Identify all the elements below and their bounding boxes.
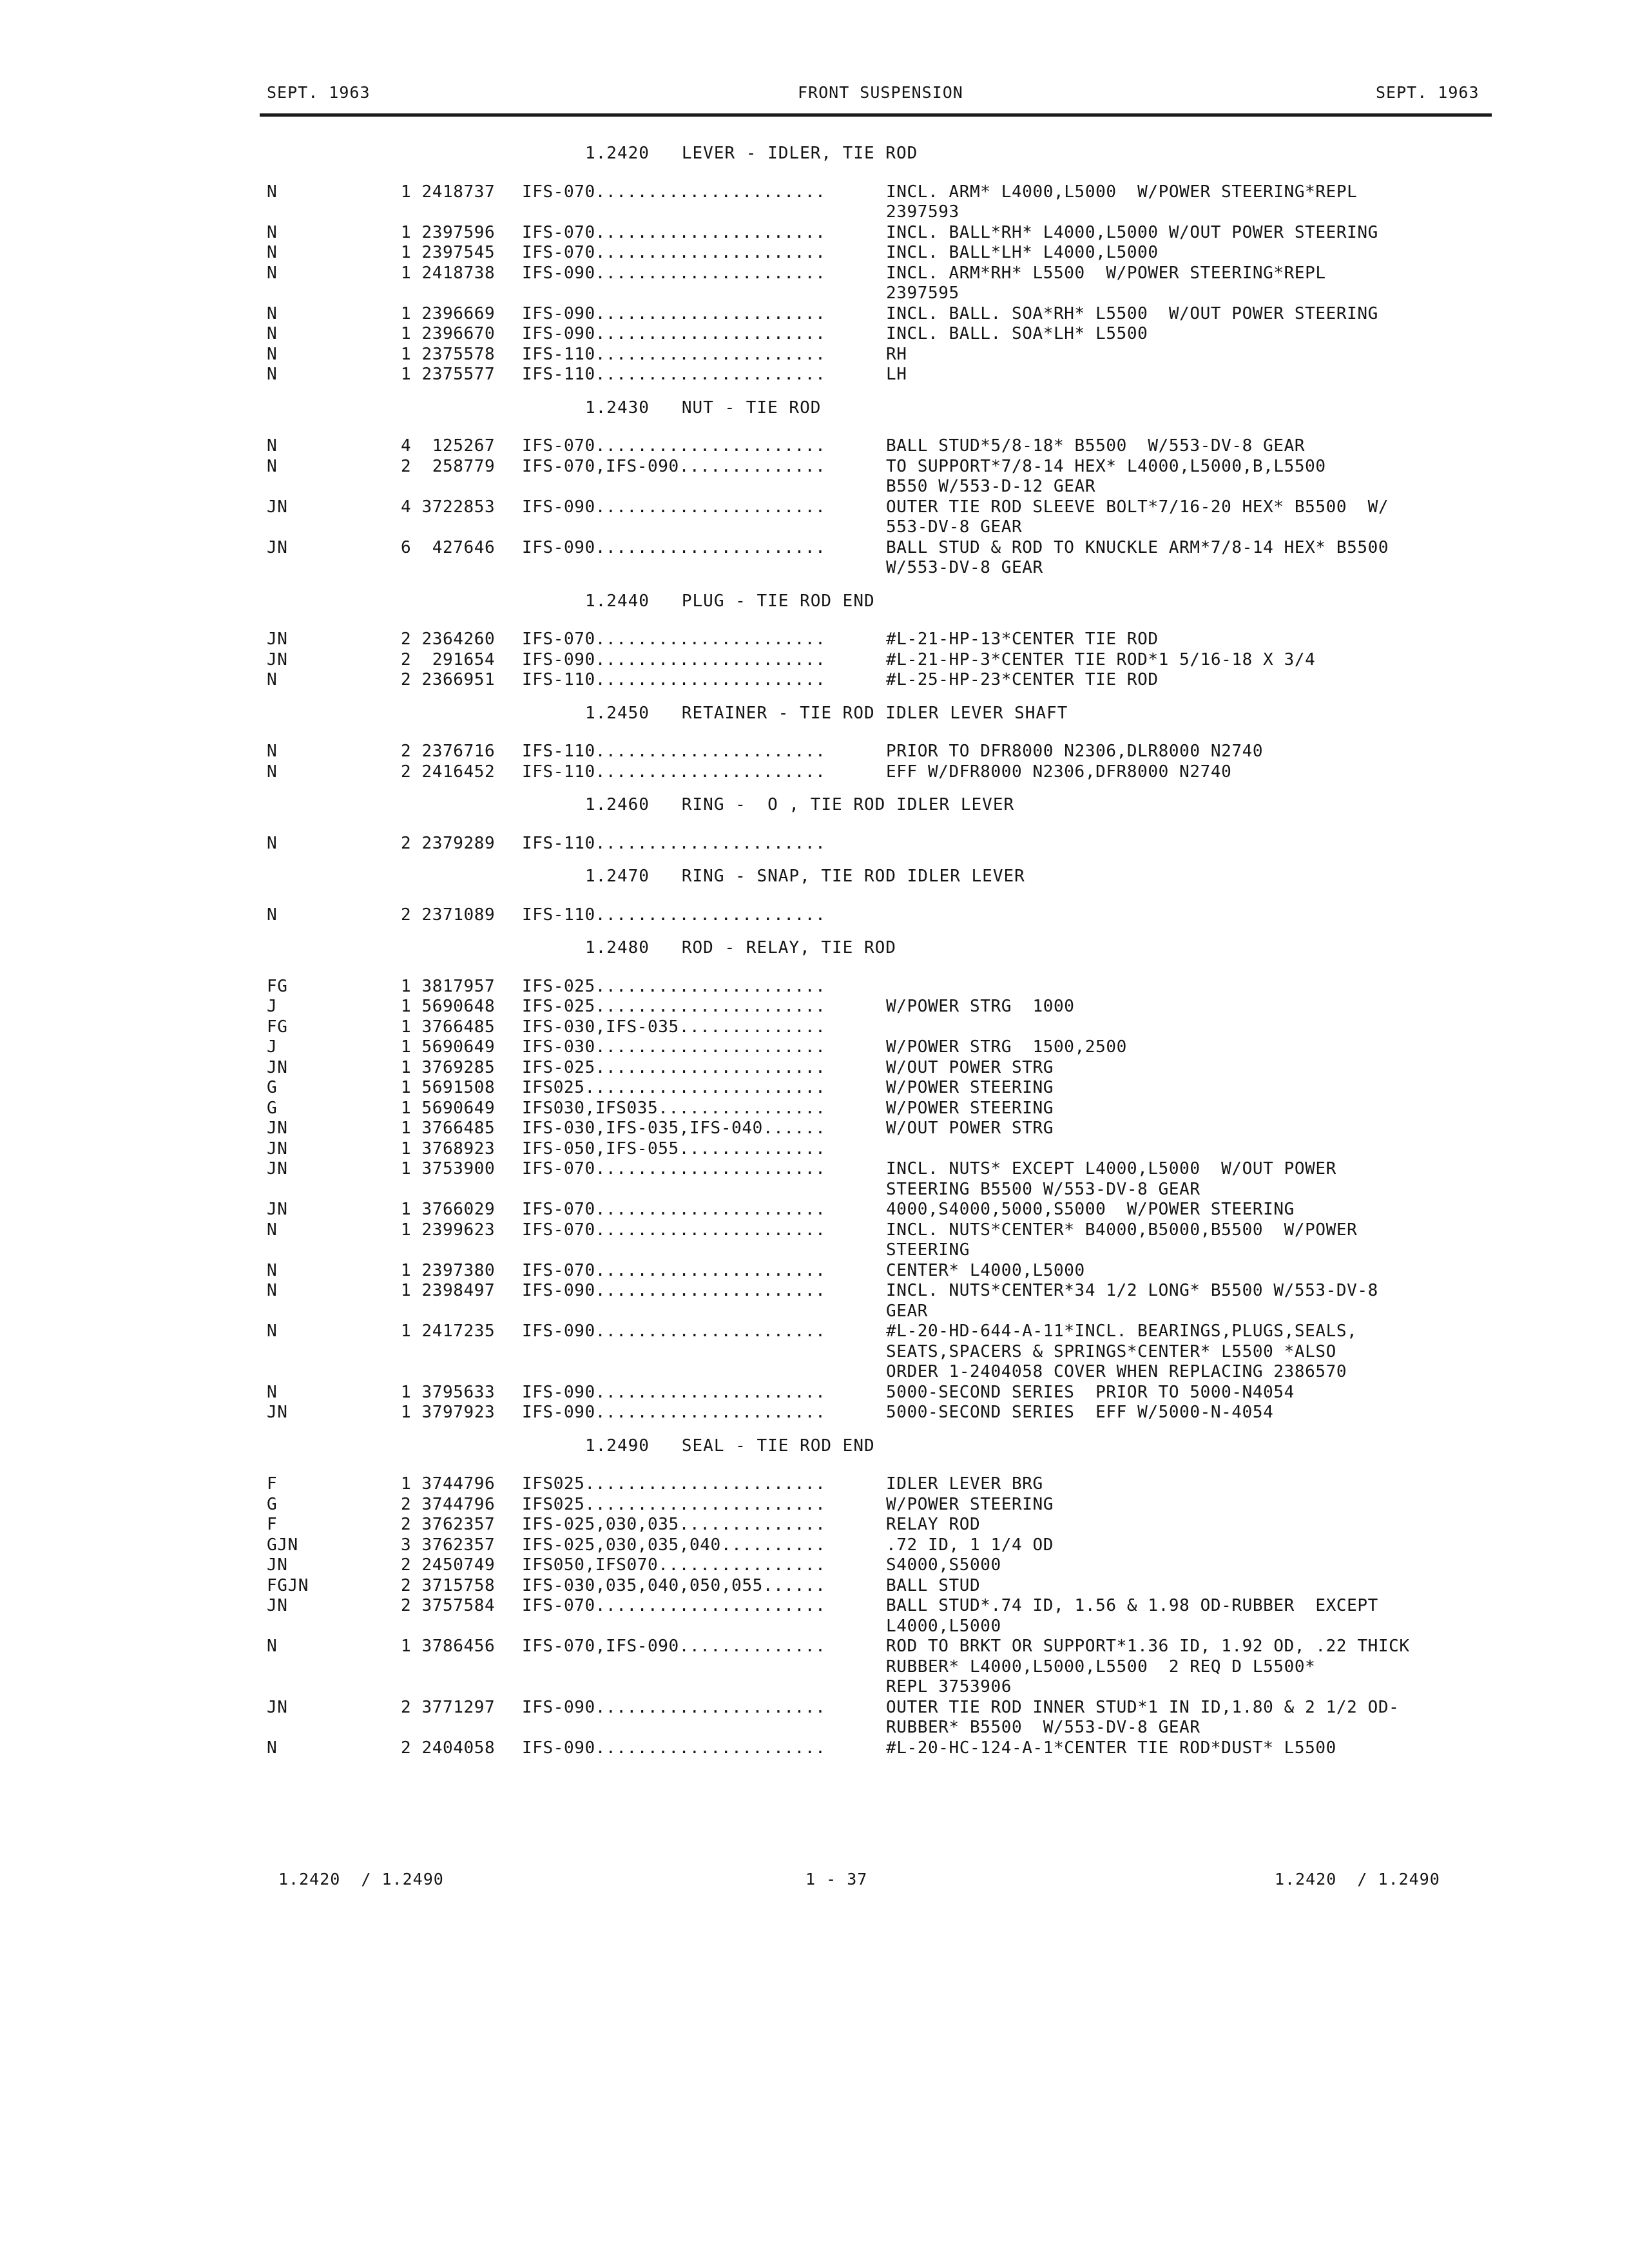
parts-row [0, 364, 1629, 385]
parts-row [0, 1474, 1629, 1494]
parts-row [0, 497, 1629, 517]
vehicle-code: JN [267, 1200, 288, 1219]
part-number: 1 2375577 [401, 365, 496, 384]
parts-row [0, 996, 1629, 1017]
parts-row [0, 436, 1629, 456]
parts-row [0, 1158, 1629, 1179]
parts-row [0, 1382, 1629, 1403]
parts-row-continuation [0, 1717, 1629, 1738]
vehicle-code: JN [267, 650, 288, 669]
part-number: 1 3786456 [401, 1637, 496, 1656]
model-reference: IFS-110...................... [522, 742, 826, 761]
model-reference: IFS-110...................... [522, 834, 826, 853]
section-title: 1.2450 RETAINER - TIE ROD IDLER LEVER SHAFT [585, 704, 1068, 723]
parts-row [0, 242, 1629, 263]
parts-row [0, 1199, 1629, 1220]
part-description: W/553-DV-8 GEAR [886, 558, 1043, 577]
vehicle-code: F [267, 1515, 278, 1534]
part-number: 1 2397380 [401, 1261, 496, 1280]
vehicle-code: F [267, 1474, 278, 1494]
vehicle-code: FGJN [267, 1576, 309, 1595]
vehicle-code: N [267, 345, 278, 364]
model-reference: IFS-090...................... [522, 650, 826, 669]
vehicle-code: N [267, 223, 278, 242]
part-number: 1 2417235 [401, 1321, 496, 1341]
parts-row [0, 323, 1629, 344]
model-reference: IFS025....................... [522, 1474, 826, 1494]
model-reference: IFS-090...................... [522, 324, 826, 343]
vehicle-code: N [267, 1637, 278, 1656]
part-description: STEERING [886, 1240, 970, 1260]
part-description: STEERING B5500 W/553-DV-8 GEAR [886, 1180, 1200, 1199]
part-number: 2 3715758 [401, 1576, 496, 1595]
parts-row [0, 629, 1629, 649]
part-number: 1 5690649 [401, 1099, 496, 1118]
part-number: 1 3795633 [401, 1383, 496, 1402]
part-number: 1 2396669 [401, 304, 496, 323]
model-reference: IFS-090...................... [522, 1281, 826, 1300]
page-number: 1 - 37 [805, 1870, 868, 1888]
model-reference: IFS-030,IFS-035,IFS-040...... [522, 1119, 826, 1138]
parts-row [0, 1037, 1629, 1057]
part-description: ROD TO BRKT OR SUPPORT*1.36 ID, 1.92 OD, .22 THICK [886, 1637, 1410, 1656]
part-number: 6 427646 [401, 538, 496, 557]
part-description: INCL. BALL. SOA*RH* L5500 W/OUT POWER STEERING [886, 304, 1378, 323]
part-number: 1 3766485 [401, 1017, 496, 1037]
vehicle-code: N [267, 457, 278, 476]
parts-row-continuation [0, 476, 1629, 497]
model-reference: IFS030,IFS035................ [522, 1099, 826, 1118]
parts-row [0, 1057, 1629, 1078]
vehicle-code: N [267, 905, 278, 925]
part-description: INCL. BALL*RH* L4000,L5000 W/OUT POWER STEERING [886, 223, 1378, 242]
model-reference: IFS-090...................... [522, 1321, 826, 1341]
vehicle-code: N [267, 1383, 278, 1402]
section-title: 1.2420 LEVER - IDLER, TIE ROD [585, 144, 918, 163]
part-description: IDLER LEVER BRG [886, 1474, 1043, 1494]
part-number: 1 3768923 [401, 1139, 496, 1158]
vehicle-code: FG [267, 1017, 288, 1037]
parts-row [0, 1555, 1629, 1575]
model-reference: IFS-070...................... [522, 1220, 826, 1240]
part-description: 553-DV-8 GEAR [886, 517, 1023, 537]
part-number: 1 3766485 [401, 1119, 496, 1138]
model-reference: IFS025....................... [522, 1495, 826, 1514]
section-title: 1.2490 SEAL - TIE ROD END [585, 1436, 875, 1456]
model-reference: IFS-110...................... [522, 345, 826, 364]
header-rule [260, 113, 1492, 117]
part-number: 1 2399623 [401, 1220, 496, 1240]
parts-row-continuation [0, 1341, 1629, 1362]
vehicle-code: J [267, 1037, 278, 1057]
part-number: 4 125267 [401, 436, 496, 456]
part-description: CENTER* L4000,L5000 [886, 1261, 1085, 1280]
part-description: INCL. BALL*LH* L4000,L5000 [886, 243, 1159, 262]
model-reference: IFS-090...................... [522, 1403, 826, 1422]
part-number: 2 2379289 [401, 834, 496, 853]
parts-row [0, 1260, 1629, 1281]
part-description: BALL STUD*.74 ID, 1.56 & 1.98 OD-RUBBER EXCEPT [886, 1596, 1378, 1615]
part-number: 2 291654 [401, 650, 496, 669]
model-reference: IFS-070...................... [522, 1596, 826, 1615]
footer-right-range: 1.2420 / 1.2490 [1275, 1870, 1440, 1888]
model-reference: IFS-070...................... [522, 223, 826, 242]
parts-row [0, 1595, 1629, 1616]
parts-row [0, 1118, 1629, 1139]
model-reference: IFS-030...................... [522, 1037, 826, 1057]
vehicle-code: G [267, 1495, 278, 1514]
model-reference: IFS-050,IFS-055.............. [522, 1139, 826, 1158]
parts-row [0, 1220, 1629, 1240]
vehicle-code: N [267, 324, 278, 343]
vehicle-code: N [267, 436, 278, 456]
parts-row [0, 976, 1629, 997]
model-reference: IFS-110...................... [522, 670, 826, 689]
model-reference: IFS-025...................... [522, 977, 826, 996]
part-number: 3 3762357 [401, 1535, 496, 1555]
header-left-date: SEPT. 1963 [267, 83, 371, 102]
section-title: 1.2480 ROD - RELAY, TIE ROD [585, 938, 896, 957]
part-number: 1 3744796 [401, 1474, 496, 1494]
model-reference: IFS-110...................... [522, 365, 826, 384]
part-description: INCL. NUTS*CENTER* B4000,B5000,B5500 W/POWER [886, 1220, 1358, 1240]
parts-row [0, 537, 1629, 558]
header-title: FRONT SUSPENSION [798, 83, 963, 102]
parts-row [0, 649, 1629, 670]
part-number: 2 2371089 [401, 905, 496, 925]
section-title: 1.2460 RING - O , TIE ROD IDLER LEVER [585, 795, 1015, 814]
model-reference: IFS-110...................... [522, 905, 826, 925]
part-description: GEAR [886, 1302, 929, 1321]
model-reference: IFS-090...................... [522, 497, 826, 517]
footer-left-range: 1.2420 / 1.2490 [278, 1870, 444, 1888]
part-number: 2 2366951 [401, 670, 496, 689]
part-description: TO SUPPORT*7/8-14 HEX* L4000,L5000,B,L5500 [886, 457, 1326, 476]
part-description: INCL. NUTS*CENTER*34 1/2 LONG* B5500 W/553-DV-8 [886, 1281, 1378, 1300]
parts-row [0, 669, 1629, 690]
parts-row-continuation [0, 517, 1629, 537]
part-number: 2 2450749 [401, 1555, 496, 1575]
part-number: 1 2396670 [401, 324, 496, 343]
parts-row-continuation [0, 202, 1629, 222]
vehicle-code: N [267, 182, 278, 202]
part-description: #L-20-HC-124-A-1*CENTER TIE ROD*DUST* L5500 [886, 1738, 1336, 1758]
part-number: 1 3797923 [401, 1403, 496, 1422]
model-reference: IFS-110...................... [522, 762, 826, 782]
part-number: 1 2418738 [401, 264, 496, 283]
part-description: W/POWER STEERING [886, 1495, 1054, 1514]
vehicle-code: G [267, 1099, 278, 1118]
model-reference: IFS-070...................... [522, 1261, 826, 1280]
vehicle-code: N [267, 365, 278, 384]
part-number: 1 2418737 [401, 182, 496, 202]
part-number: 1 2398497 [401, 1281, 496, 1300]
model-reference: IFS-025...................... [522, 1058, 826, 1077]
vehicle-code: N [267, 834, 278, 853]
part-description: .72 ID, 1 1/4 OD [886, 1535, 1054, 1555]
parts-row [0, 1494, 1629, 1515]
part-description: RH [886, 345, 907, 364]
part-number: 1 5690648 [401, 997, 496, 1016]
part-description: BALL STUD [886, 1576, 981, 1595]
vehicle-code: GJN [267, 1535, 298, 1555]
section-title: 1.2430 NUT - TIE ROD [585, 398, 822, 418]
part-description: RELAY ROD [886, 1515, 981, 1534]
vehicle-code: JN [267, 538, 288, 557]
model-reference: IFS-070,IFS-090.............. [522, 1637, 826, 1656]
part-description: S4000,S5000 [886, 1555, 1001, 1575]
part-description: 4000,S4000,5000,S5000 W/POWER STEERING [886, 1200, 1295, 1219]
vehicle-code: JN [267, 1058, 288, 1077]
parts-row [0, 762, 1629, 782]
vehicle-code: N [267, 1738, 278, 1758]
model-reference: IFS-025,030,035,040.......... [522, 1535, 826, 1555]
part-description: W/OUT POWER STRG [886, 1119, 1054, 1138]
parts-row-continuation [0, 283, 1629, 303]
vehicle-code: JN [267, 1119, 288, 1138]
parts-row [0, 222, 1629, 243]
model-reference: IFS-070...................... [522, 243, 826, 262]
parts-row [0, 1321, 1629, 1341]
part-description: RUBBER* L4000,L5000,L5500 2 REQ D L5500* [886, 1657, 1316, 1677]
part-description: 2397595 [886, 284, 959, 303]
parts-row [0, 456, 1629, 477]
parts-row-continuation [0, 1657, 1629, 1677]
part-number: 2 3771297 [401, 1698, 496, 1717]
parts-row [0, 905, 1629, 925]
part-number: 1 5690649 [401, 1037, 496, 1057]
parts-row [0, 1077, 1629, 1098]
parts-row [0, 1017, 1629, 1037]
part-description: ORDER 1-2404058 COVER WHEN REPLACING 2386570 [886, 1362, 1347, 1381]
part-number: 2 3757584 [401, 1596, 496, 1615]
model-reference: IFS-070...................... [522, 1200, 826, 1219]
vehicle-code: JN [267, 497, 288, 517]
vehicle-code: FG [267, 977, 288, 996]
vehicle-code: JN [267, 1596, 288, 1615]
part-number: 1 3766029 [401, 1200, 496, 1219]
part-description: OUTER TIE ROD SLEEVE BOLT*7/16-20 HEX* B5500 W/ [886, 497, 1389, 517]
part-number: 1 3817957 [401, 977, 496, 996]
vehicle-code: N [267, 1281, 278, 1300]
vehicle-code: N [267, 1261, 278, 1280]
vehicle-code: JN [267, 1698, 288, 1717]
part-number: 1 2375578 [401, 345, 496, 364]
part-description: W/POWER STRG 1500,2500 [886, 1037, 1127, 1057]
part-description: OUTER TIE ROD INNER STUD*1 IN ID,1.80 & 2 1/2 OD- [886, 1698, 1400, 1717]
part-number: 1 5691508 [401, 1078, 496, 1097]
part-description: L4000,L5000 [886, 1617, 1001, 1636]
parts-row [0, 182, 1629, 202]
vehicle-code: J [267, 997, 278, 1016]
vehicle-code: JN [267, 1403, 288, 1422]
part-description: #L-25-HP-23*CENTER TIE ROD [886, 670, 1159, 689]
parts-row [0, 1636, 1629, 1657]
parts-row-continuation [0, 1677, 1629, 1697]
part-description: INCL. ARM*RH* L5500 W/POWER STEERING*REPL [886, 264, 1326, 283]
parts-row [0, 1402, 1629, 1423]
model-reference: IFS-070,IFS-090.............. [522, 457, 826, 476]
vehicle-code: JN [267, 1159, 288, 1178]
vehicle-code: G [267, 1078, 278, 1097]
parts-row-continuation [0, 1301, 1629, 1321]
parts-row-continuation [0, 1361, 1629, 1382]
parts-row [0, 1280, 1629, 1301]
part-description: LH [886, 365, 907, 384]
part-description: EFF W/DFR8000 N2306,DFR8000 N2740 [886, 762, 1232, 782]
parts-row [0, 1575, 1629, 1596]
part-number: 2 2416452 [401, 762, 496, 782]
model-reference: IFS-070...................... [522, 629, 826, 649]
vehicle-code: JN [267, 1555, 288, 1575]
model-reference: IFS-025,030,035.............. [522, 1515, 826, 1534]
part-number: 2 3744796 [401, 1495, 496, 1514]
model-reference: IFS-090...................... [522, 1738, 826, 1758]
parts-row-continuation [0, 1179, 1629, 1200]
model-reference: IFS-090...................... [522, 1698, 826, 1717]
vehicle-code: N [267, 670, 278, 689]
part-number: 1 2397545 [401, 243, 496, 262]
model-reference: IFS-030,IFS-035.............. [522, 1017, 826, 1037]
part-description: PRIOR TO DFR8000 N2306,DLR8000 N2740 [886, 742, 1264, 761]
part-description: W/OUT POWER STRG [886, 1058, 1054, 1077]
parts-row [0, 1139, 1629, 1159]
parts-row-continuation [0, 1240, 1629, 1260]
model-reference: IFS-070...................... [522, 436, 826, 456]
section-title: 1.2440 PLUG - TIE ROD END [585, 591, 875, 611]
parts-row [0, 1738, 1629, 1758]
model-reference: IFS050,IFS070................ [522, 1555, 826, 1575]
model-reference: IFS-070...................... [522, 182, 826, 202]
model-reference: IFS-025...................... [522, 997, 826, 1016]
part-description: BALL STUD & ROD TO KNUCKLE ARM*7/8-14 HEX* B5500 [886, 538, 1389, 557]
part-description: #L-21-HP-13*CENTER TIE ROD [886, 629, 1159, 649]
part-description: REPL 3753906 [886, 1677, 1012, 1696]
vehicle-code: N [267, 1220, 278, 1240]
header-right-date: SEPT. 1963 [1376, 83, 1480, 102]
parts-row [0, 833, 1629, 854]
parts-row [0, 741, 1629, 762]
vehicle-code: N [267, 264, 278, 283]
parts-row-continuation [0, 1616, 1629, 1637]
part-description: 5000-SECOND SERIES PRIOR TO 5000-N4054 [886, 1383, 1295, 1402]
parts-row [0, 344, 1629, 365]
part-description: INCL. BALL. SOA*LH* L5500 [886, 324, 1148, 343]
parts-row [0, 1535, 1629, 1555]
part-number: 1 2397596 [401, 223, 496, 242]
part-description: W/POWER STEERING [886, 1078, 1054, 1097]
part-number: 1 3753900 [401, 1159, 496, 1178]
part-description: INCL. ARM* L4000,L5000 W/POWER STEERING*REPL [886, 182, 1358, 202]
vehicle-code: N [267, 304, 278, 323]
vehicle-code: N [267, 762, 278, 782]
part-description: BALL STUD*5/8-18* B5500 W/553-DV-8 GEAR [886, 436, 1306, 456]
part-number: 2 2364260 [401, 629, 496, 649]
part-description: #L-20-HD-644-A-11*INCL. BEARINGS,PLUGS,SEALS, [886, 1321, 1358, 1341]
vehicle-code: N [267, 243, 278, 262]
parts-row [0, 303, 1629, 324]
part-description: 5000-SECOND SERIES EFF W/5000-N-4054 [886, 1403, 1274, 1422]
part-description: RUBBER* B5500 W/553-DV-8 GEAR [886, 1718, 1200, 1737]
vehicle-code: JN [267, 1139, 288, 1158]
model-reference: IFS-090...................... [522, 1383, 826, 1402]
part-description: B550 W/553-D-12 GEAR [886, 477, 1096, 496]
part-description: W/POWER STRG 1000 [886, 997, 1075, 1016]
part-number: 2 258779 [401, 457, 496, 476]
model-reference: IFS-030,035,040,050,055...... [522, 1576, 826, 1595]
part-number: 2 2376716 [401, 742, 496, 761]
model-reference: IFS025....................... [522, 1078, 826, 1097]
part-number: 1 3769285 [401, 1058, 496, 1077]
vehicle-code: N [267, 742, 278, 761]
part-description: SEATS,SPACERS & SPRINGS*CENTER* L5500 *ALSO [886, 1342, 1336, 1361]
parts-row [0, 263, 1629, 284]
model-reference: IFS-090...................... [522, 264, 826, 283]
parts-row [0, 1514, 1629, 1535]
section-title: 1.2470 RING - SNAP, TIE ROD IDLER LEVER [585, 867, 1025, 886]
part-description: W/POWER STEERING [886, 1099, 1054, 1118]
parts-row-continuation [0, 557, 1629, 578]
vehicle-code: N [267, 1321, 278, 1341]
part-description: 2397593 [886, 202, 959, 222]
parts-row [0, 1098, 1629, 1119]
part-number: 2 3762357 [401, 1515, 496, 1534]
part-number: 2 2404058 [401, 1738, 496, 1758]
part-number: 4 3722853 [401, 497, 496, 517]
vehicle-code: JN [267, 629, 288, 649]
parts-row [0, 1697, 1629, 1718]
model-reference: IFS-090...................... [522, 304, 826, 323]
model-reference: IFS-070...................... [522, 1159, 826, 1178]
model-reference: IFS-090...................... [522, 538, 826, 557]
part-description: INCL. NUTS* EXCEPT L4000,L5000 W/OUT POWER [886, 1159, 1336, 1178]
part-description: #L-21-HP-3*CENTER TIE ROD*1 5/16-18 X 3/4 [886, 650, 1316, 669]
